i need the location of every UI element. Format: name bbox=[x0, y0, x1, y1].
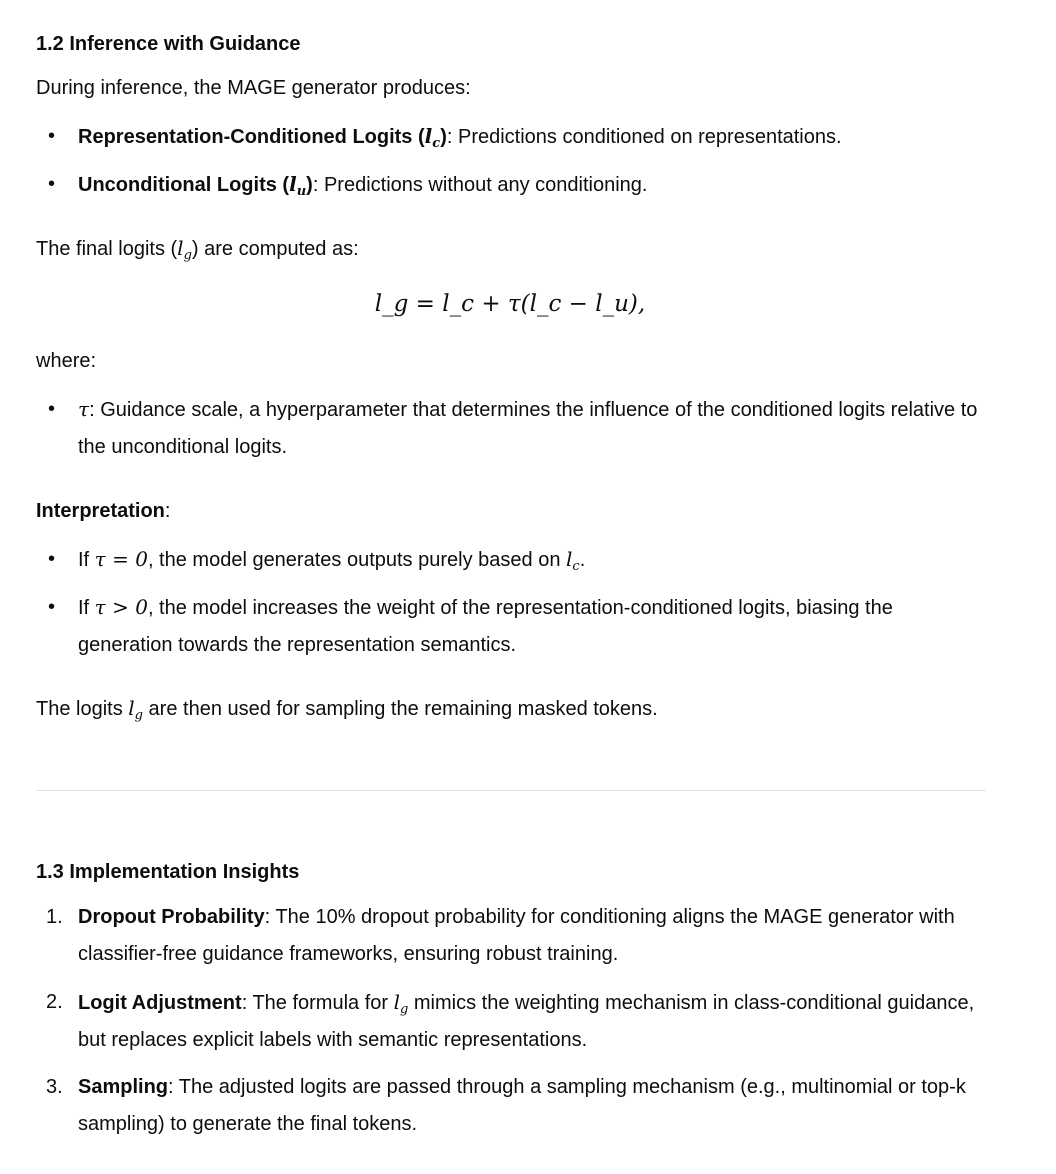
where-label: where: bbox=[36, 350, 97, 372]
list-item: 2. Logit Adjustment: The formula for $l_g$ mimics the weighting mechanism in class-conditional guidance, but replaces explicit labels with semantic representations. bbox=[36, 984, 986, 1059]
tau-symbol: τ bbox=[78, 397, 90, 421]
bullet-icon: • bbox=[48, 548, 56, 570]
bullet-icon: • bbox=[48, 125, 56, 147]
math-symbol: l bbox=[289, 172, 297, 196]
math-subscript: u bbox=[296, 184, 307, 199]
list-item: • If τ > 0, the model increases the weight of the representation-conditioned logits, biasing the generation towards the representation semantics. bbox=[36, 589, 986, 664]
list-item: 1. Dropout Probability: The 10% dropout probability for conditioning aligns the MAGE generator with classifier-free guidance frameworks, ensuring robust training. bbox=[36, 899, 986, 973]
list-item: • Unconditional Logits $(l_u)$: Predictions without any conditioning. bbox=[36, 166, 986, 204]
description: : Predictions without any conditioning. bbox=[312, 174, 648, 196]
math-inline: τ = 0 bbox=[94, 547, 148, 571]
term: Sampling bbox=[78, 1076, 169, 1098]
item-number: 1. bbox=[46, 906, 63, 928]
section-divider bbox=[36, 790, 986, 791]
bullet-icon: • bbox=[48, 596, 56, 618]
math-inline: τ > 0 bbox=[94, 595, 148, 619]
description: : Predictions conditioned on representations. bbox=[446, 126, 842, 148]
intro-paragraph: During inference, the MAGE generator produces: bbox=[36, 77, 471, 99]
list-item: • Representation-Conditioned Logits $(l_c)$: Predictions conditioned on representations. bbox=[36, 118, 986, 156]
interpretation-label: Interpretation: bbox=[36, 500, 171, 522]
math-subscript: c bbox=[432, 136, 441, 151]
item-number: 3. bbox=[46, 1076, 63, 1098]
bullet-icon: • bbox=[48, 398, 56, 420]
guidance-equation: l_g = l_c + τ(l_c − l_u), bbox=[374, 291, 646, 317]
section-heading-1-2: 1.2 Inference with Guidance bbox=[36, 33, 301, 55]
math-symbol: l bbox=[424, 124, 433, 148]
term: Unconditional Logits bbox=[78, 174, 277, 196]
closing-paragraph: The logits $l_g$ are then used for sampling the remaining masked tokens. bbox=[36, 696, 658, 723]
list-item: • If τ = 0, the model generates outputs purely based on $l_c$. bbox=[36, 541, 986, 579]
list-item: • τ: Guidance scale, a hyperparameter that determines the influence of the conditioned logits relative to the unconditional logits. bbox=[36, 391, 986, 466]
term: Dropout Probability bbox=[78, 906, 265, 928]
term: Logit Adjustment bbox=[78, 992, 242, 1014]
section-heading-1-3: 1.3 Implementation Insights bbox=[36, 861, 300, 883]
bullet-icon: • bbox=[48, 173, 56, 195]
list-item: 3. Sampling: The adjusted logits are passed through a sampling mechanism (e.g., multinomial or top-k sampling) to generate the final tokens. bbox=[36, 1069, 986, 1143]
final-logits-paragraph: The final logits $(l_g)$ are computed as: bbox=[36, 236, 359, 263]
item-number: 2. bbox=[46, 991, 63, 1013]
term: Representation-Conditioned Logits bbox=[78, 126, 413, 148]
